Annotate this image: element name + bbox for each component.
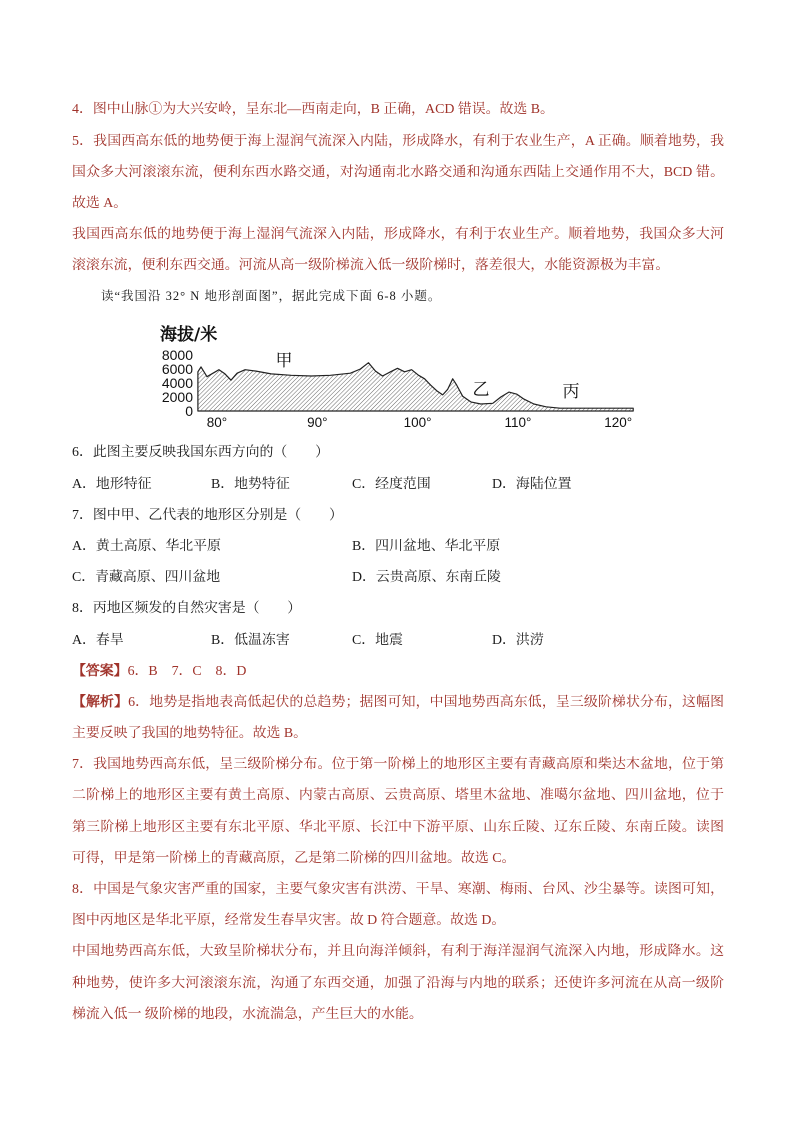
x-tick-label: 120° bbox=[604, 415, 633, 430]
option-c: C．青藏高原、四川盆地 bbox=[72, 570, 221, 586]
region-label-yi: 乙 bbox=[472, 380, 490, 400]
analysis-q7-line: 二阶梯上的地形区主要有黄土高原、内蒙古高原、云贵高原、塔里木盆地、准噶尔盆地、四川盆地，位于 bbox=[72, 788, 724, 804]
x-tick-label: 110° bbox=[504, 415, 532, 430]
analysis-q6-text: 6．地势是指地表高低起伏的总趋势；据图可知，中国地势西高东低，呈三级阶梯状分布，这幅图 bbox=[128, 694, 724, 710]
analysis-q8-line: 图中丙地区是华北平原，经常发生春旱灾害。故 D 符合题意。故选 D。 bbox=[72, 913, 506, 929]
analysis-summary-line: 梯流入低一 级阶梯的地段，水流湍急，产生巨大的水能。 bbox=[72, 1006, 423, 1022]
analysis-q7-line: 可得，甲是第一阶梯上的青藏高原，乙是第二阶梯的四川盆地。故选 C。 bbox=[72, 850, 516, 866]
question-6-stem: 6．此图主要反映我国东西方向的（ ） bbox=[72, 445, 329, 461]
summary-line: 我国西高东低的地势便于海上湿润气流深入内陆，形成降水，有利于农业生产。顺着地势，我国众多大河 bbox=[72, 227, 724, 243]
option-d: D．海陆位置 bbox=[492, 476, 572, 492]
summary-line: 滚滚东流，便利东西交通。河流从高一级阶梯流入低一级阶梯时，落差很大，水能资源极为丰富。 bbox=[72, 258, 670, 274]
option-a: A．地形特征 bbox=[72, 476, 152, 492]
analysis-summary-line: 中国地势西高东低，大致呈阶梯状分布，并且向海洋倾斜，有利于海洋湿润气流深入内地，形成降水。这 bbox=[72, 944, 724, 960]
question-6-options bbox=[72, 469, 724, 500]
terrain-profile-figure bbox=[150, 312, 650, 434]
analysis-q4-line: 4．图中山脉①为大兴安岭，呈东北—西南走向，B 正确，ACD 错误。故选 B。 bbox=[72, 102, 554, 118]
analysis-summary-line: 种地势，使许多大河滚滚东流，沟通了东西交通，加强了沿海与内地的联系；还使许多河流在从高一级阶 bbox=[72, 975, 724, 991]
option-c: C．地震 bbox=[352, 632, 403, 648]
analysis-q7-line: 第三阶梯上地形区主要有东北平原、华北平原、长江中下游平原、山东丘陵、辽东丘陵、东南丘陵。读图 bbox=[72, 819, 724, 835]
analysis-q8-line: 8．中国是气象灾害严重的国家，主要气象灾害有洪涝、干旱、寒潮、梅雨、台风、沙尘暴等。读图可知， bbox=[72, 882, 724, 898]
question-8-options bbox=[72, 625, 724, 656]
region-label-bing: 丙 bbox=[562, 382, 580, 402]
previous-analysis bbox=[72, 94, 724, 281]
analysis-q5-line: 故选 A。 bbox=[72, 195, 128, 211]
y-tick-label: 6000 bbox=[161, 360, 193, 377]
questions-and-analysis bbox=[72, 437, 724, 1030]
y-tick-label: 2000 bbox=[161, 388, 193, 405]
analysis-q5-line: 国众多大河滚滚东流，便利东西水路交通，对沟通南北水路交通和沟通东西陆上交通作用不大，BCD 错。 bbox=[72, 164, 724, 180]
question-7-options-row bbox=[72, 562, 724, 593]
question-7-stem: 7．图中甲、乙代表的地形区分别是（ ） bbox=[72, 507, 343, 523]
analysis-q6-line bbox=[72, 687, 724, 718]
option-c: C．经度范围 bbox=[352, 476, 431, 492]
option-d: D．洪涝 bbox=[492, 632, 544, 648]
option-b: B．低温冻害 bbox=[211, 632, 290, 648]
analysis-q5-line: 5．我国西高东低的地势便于海上湿润气流深入内陆，形成降水，有利于农业生产，A 正确。顺着地势，我 bbox=[72, 133, 724, 149]
analysis-label: 【解析】 bbox=[72, 694, 129, 710]
y-tick-label: 8000 bbox=[161, 346, 193, 363]
option-d: D．云贵高原、东南丘陵 bbox=[352, 570, 501, 586]
x-tick-label: 90° bbox=[307, 415, 328, 430]
question-8-stem: 8．丙地区频发的自然灾害是（ ） bbox=[72, 601, 302, 617]
question-group-intro: 读“我国沿 32° N 地形剖面图”，据此完成下面 6-8 小题。 bbox=[101, 289, 442, 304]
y-tick-label: 4000 bbox=[161, 374, 193, 391]
answer-text: 6．B 7．C 8．D bbox=[127, 663, 247, 679]
y-tick-label: 0 bbox=[185, 402, 193, 419]
option-b: B．四川盆地、华北平原 bbox=[352, 538, 501, 554]
analysis-q7-line: 7．我国地势西高东低，呈三级阶梯分布。位于第一阶梯上的地形区主要有青藏高原和柴达木盆地，位于第 bbox=[72, 757, 724, 773]
option-a: A．黄土高原、华北平原 bbox=[72, 538, 221, 554]
answer-label: 【答案】 bbox=[72, 663, 128, 679]
option-b: B．地势特征 bbox=[211, 476, 290, 492]
question-7-options-row bbox=[72, 531, 724, 562]
x-tick-label: 100° bbox=[403, 415, 432, 430]
analysis-q6-line: 主要反映了我国的地势特征。故选 B。 bbox=[72, 726, 307, 742]
region-label-jia: 甲 bbox=[275, 351, 293, 371]
y-axis-label: 海拔/米 bbox=[160, 325, 218, 345]
option-a: A．春旱 bbox=[72, 632, 124, 648]
answer-line bbox=[72, 656, 724, 687]
x-tick-label: 80° bbox=[206, 415, 228, 430]
